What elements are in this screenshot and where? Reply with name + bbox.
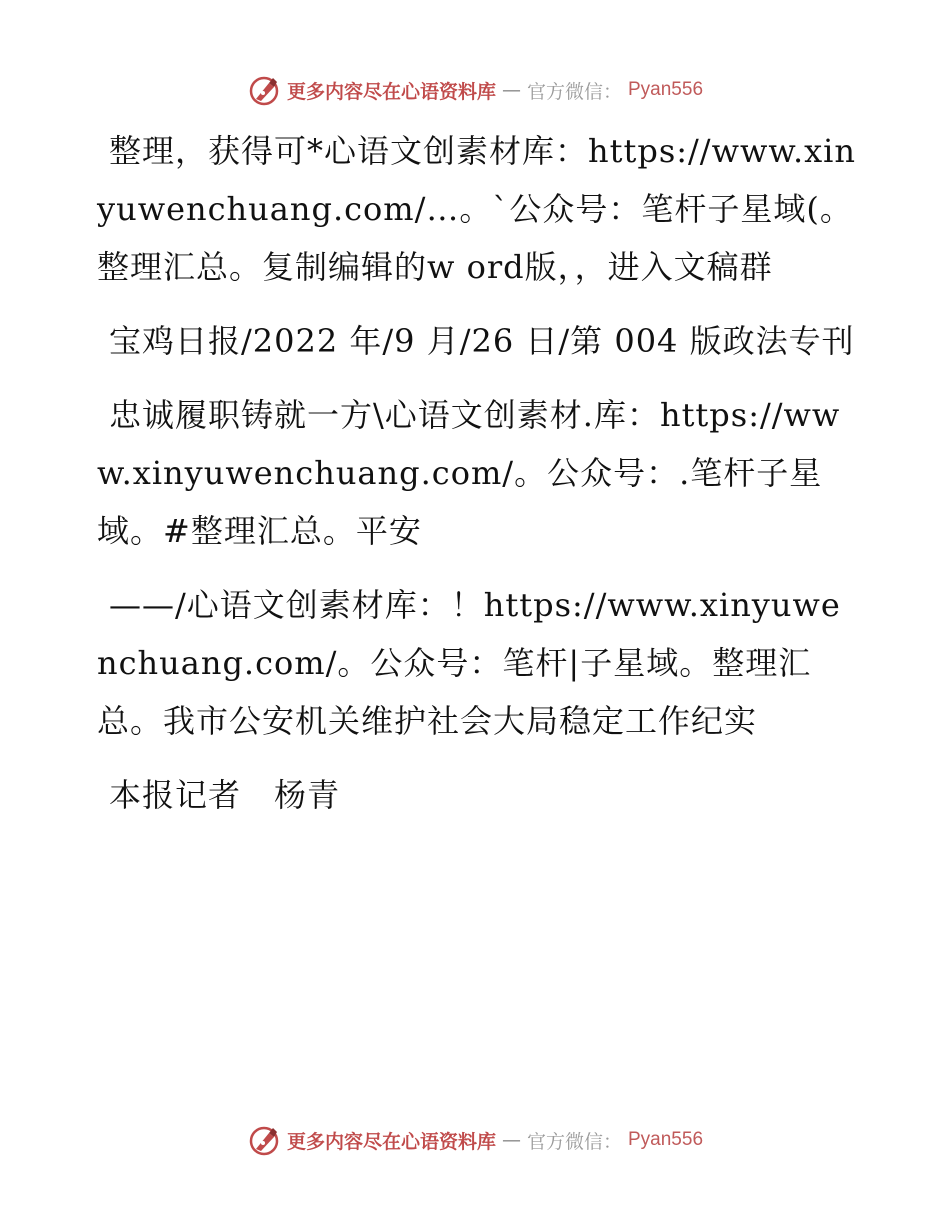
banner-main-text: 更多内容尽在心语资料库	[286, 80, 496, 103]
banner-wechat-id: Pyan556	[628, 79, 704, 100]
footer-watermark-banner	[0, 1120, 950, 1160]
banner-wechat-id: Pyan556	[628, 1129, 704, 1150]
paragraph-byline: 本报记者 杨青	[109, 776, 341, 814]
banner-wechat-label: 官方微信：	[526, 1130, 622, 1153]
banner-main-text: 更多内容尽在心语资料库	[286, 1130, 496, 1153]
document-body	[97, 122, 857, 840]
banner-separator: —	[501, 1129, 521, 1151]
paragraph-subtitle: ——/心语文创素材库：！https://www.xinyuwenchuang.com/。公众号：笔杆|子星域。整理汇总。我市公安机关维护社会大局稳定工作纪实	[97, 586, 841, 740]
pen-nib-logo-icon	[247, 1123, 281, 1157]
header-watermark-banner	[0, 70, 950, 110]
pen-nib-logo-icon	[247, 73, 281, 107]
banner-content	[247, 73, 703, 107]
paragraph-source: 宝鸡日报/2022 年/9 月/26 日/第 004 版政法专刊	[109, 322, 855, 360]
banner-content	[247, 1123, 703, 1157]
paragraph-intro: 整理，获得可*心语文创素材库：https://www.xinyuwenchuang.com/…。`公众号：笔杆子星域(。整理汇总。复制编辑的w ord版，，进入文稿群	[97, 132, 857, 286]
banner-wechat-label: 官方微信：	[526, 80, 622, 103]
banner-separator: —	[501, 79, 521, 101]
paragraph-title: 忠诚履职铸就一方\心语文创素材.库：https://www.xinyuwenchuang.com/。公众号：.笔杆子星域。#整理汇总。平安	[97, 396, 841, 550]
